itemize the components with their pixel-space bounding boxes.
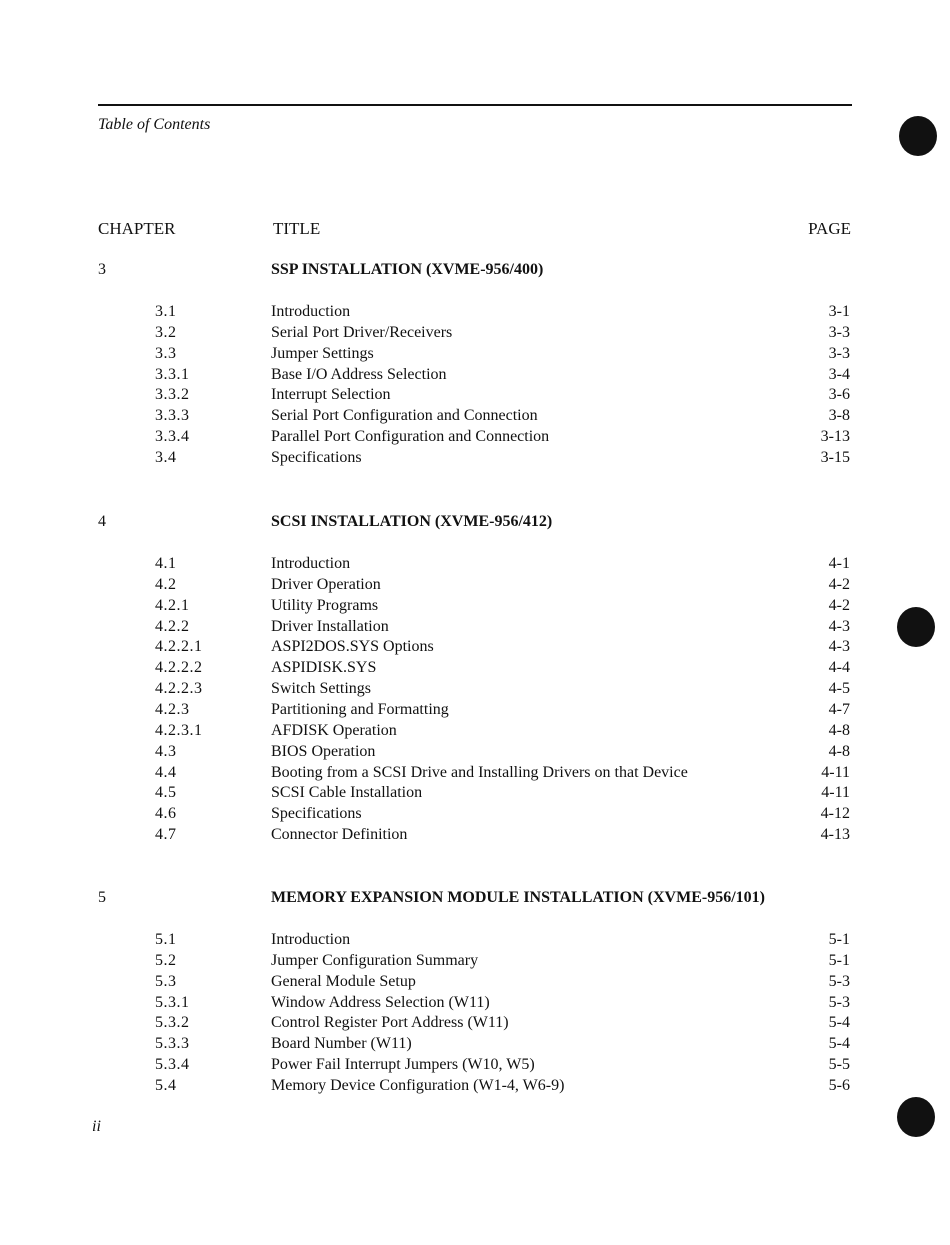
section-page: 4-8 <box>828 721 850 739</box>
column-header-title: TITLE <box>273 219 321 238</box>
section-title: BIOS Operation <box>271 742 376 760</box>
section-number: 5.2 <box>155 951 177 969</box>
section-page: 3-1 <box>828 303 850 320</box>
section-number: 4.1 <box>155 555 177 572</box>
toc-entry-row <box>0 323 950 344</box>
chapter-title: MEMORY EXPANSION MODULE INSTALLATION (XVME-956/101) <box>271 889 765 906</box>
section-title: Window Address Selection (W11) <box>271 993 490 1011</box>
toc-entry-row <box>0 679 950 700</box>
section-page: 3-8 <box>828 407 850 425</box>
page-number: ii <box>92 1118 101 1135</box>
section-page: 4-11 <box>821 763 850 781</box>
section-title: Utility Programs <box>271 596 379 614</box>
section-number: 4.5 <box>155 784 177 802</box>
toc-entry-row <box>0 1013 950 1034</box>
section-title: Switch Settings <box>271 680 372 698</box>
column-header-page: PAGE <box>808 219 851 238</box>
toc-entry-row <box>0 825 950 846</box>
toc-entry-row <box>0 448 950 469</box>
section-page: 5-3 <box>828 993 850 1011</box>
section-title: Jumper Configuration Summary <box>271 951 479 969</box>
section-page: 4-12 <box>820 805 850 823</box>
section-number: 4.2.2.2 <box>155 659 203 677</box>
section-title: Specifications <box>271 805 362 823</box>
section-title: Memory Device Configuration (W1-4, W6-9) <box>271 1076 565 1094</box>
toc-entry-row <box>0 721 950 742</box>
section-page: 4-1 <box>828 555 850 572</box>
section-number: 3.1 <box>155 303 177 320</box>
section-title: Partitioning and Formatting <box>271 700 449 718</box>
section-page: 4-13 <box>820 826 850 844</box>
section-number: 4.2 <box>155 575 177 593</box>
section-title: AFDISK Operation <box>271 721 397 739</box>
chapter-heading-row <box>0 888 950 910</box>
toc-entry-row <box>0 972 950 993</box>
section-number: 4.4 <box>155 763 177 781</box>
section-number: 5.3.4 <box>155 1056 190 1074</box>
toc-entry-row <box>0 575 950 596</box>
section-number: 3.2 <box>155 323 177 341</box>
chapter-heading-row <box>0 512 950 534</box>
section-page: 5-4 <box>828 1014 850 1032</box>
toc-entry-row <box>0 658 950 679</box>
section-number: 4.2.2.1 <box>155 638 203 656</box>
section-title: Introduction <box>271 931 351 948</box>
section-number: 3.3.2 <box>155 386 190 404</box>
section-number: 5.3.3 <box>155 1035 190 1053</box>
chapter-title: SSP INSTALLATION (XVME-956/400) <box>271 261 544 278</box>
section-title: Connector Definition <box>271 826 408 844</box>
toc-entry-row <box>0 783 950 804</box>
section-page: 4-2 <box>828 575 850 593</box>
toc-entry-row <box>0 993 950 1014</box>
section-title: ASPIDISK.SYS <box>271 659 377 677</box>
section-page: 4-8 <box>828 742 850 760</box>
section-title: Jumper Settings <box>271 344 374 362</box>
section-page: 5-6 <box>828 1076 850 1094</box>
running-head: Table of Contents <box>98 116 211 133</box>
section-title: Base I/O Address Selection <box>271 365 447 383</box>
toc-entry-row <box>0 1076 950 1097</box>
toc-entry-row <box>0 596 950 617</box>
chapter-number: 3 <box>98 261 106 278</box>
section-number: 5.4 <box>155 1076 177 1094</box>
toc-entry-row <box>0 930 950 951</box>
toc-entry-row <box>0 427 950 448</box>
section-page: 3-13 <box>820 428 850 446</box>
chapter-heading-row <box>0 260 950 282</box>
section-title: Introduction <box>271 555 351 572</box>
section-title: Power Fail Interrupt Jumpers (W10, W5) <box>271 1056 535 1074</box>
toc-entry-row <box>0 406 950 427</box>
section-title: Specifications <box>271 448 362 466</box>
section-number: 3.3 <box>155 344 177 362</box>
section-page: 4-11 <box>821 784 850 802</box>
section-page: 5-3 <box>828 972 850 990</box>
section-page: 4-2 <box>828 596 850 614</box>
section-title: Control Register Port Address (W11) <box>271 1014 509 1032</box>
section-number: 3.3.3 <box>155 407 190 425</box>
chapter-title: SCSI INSTALLATION (XVME-956/412) <box>271 513 553 530</box>
section-title: Booting from a SCSI Drive and Installing Drivers on that Device <box>271 763 688 781</box>
section-title: Interrupt Selection <box>271 386 391 404</box>
section-number: 4.2.2 <box>155 617 190 635</box>
toc-entry-row <box>0 763 950 784</box>
section-number: 4.2.1 <box>155 596 190 614</box>
section-number: 5.3.1 <box>155 993 190 1011</box>
toc-entry-row <box>0 1055 950 1076</box>
toc-entry-row <box>0 951 950 972</box>
section-page: 3-4 <box>828 365 850 383</box>
section-number: 3.3.1 <box>155 365 190 383</box>
section-page: 4-7 <box>828 700 850 718</box>
toc-entry-row <box>0 344 950 365</box>
section-title: ASPI2DOS.SYS Options <box>271 638 434 656</box>
section-title: General Module Setup <box>271 972 416 990</box>
section-title: Board Number (W11) <box>271 1035 412 1053</box>
section-number: 5.3 <box>155 972 177 990</box>
toc-entry-row <box>0 302 950 323</box>
toc-entry-row <box>0 365 950 386</box>
section-page: 4-3 <box>828 617 850 635</box>
section-title: Parallel Port Configuration and Connection <box>271 428 550 446</box>
section-number: 3.3.4 <box>155 428 190 446</box>
section-page: 4-5 <box>828 680 850 698</box>
section-page: 3-3 <box>828 344 850 362</box>
section-title: Driver Installation <box>271 617 389 635</box>
toc-entry-row <box>0 554 950 575</box>
section-page: 5-1 <box>828 931 850 948</box>
section-page: 3-3 <box>828 323 850 341</box>
toc-entry-row <box>0 1034 950 1055</box>
section-title: Serial Port Driver/Receivers <box>271 323 453 341</box>
chapter-number: 5 <box>98 889 106 906</box>
section-number: 4.3 <box>155 742 177 760</box>
section-number: 4.2.2.3 <box>155 680 203 698</box>
section-number: 5.1 <box>155 931 177 948</box>
section-title: Driver Operation <box>271 575 381 593</box>
section-number: 4.7 <box>155 826 177 844</box>
section-page: 5-5 <box>828 1056 850 1074</box>
section-number: 3.4 <box>155 448 177 466</box>
toc-entry-row <box>0 742 950 763</box>
section-page: 4-3 <box>828 638 850 656</box>
toc-entry-row <box>0 617 950 638</box>
toc-entry-row <box>0 804 950 825</box>
section-number: 4.2.3 <box>155 700 190 718</box>
toc-entry-row <box>0 637 950 658</box>
column-header-chapter: CHAPTER <box>98 219 176 238</box>
section-title: SCSI Cable Installation <box>271 784 423 802</box>
section-page: 3-15 <box>820 448 850 466</box>
chapter-number: 4 <box>98 513 106 530</box>
section-page: 4-4 <box>828 659 850 677</box>
section-page: 5-4 <box>828 1035 850 1053</box>
section-number: 4.2.3.1 <box>155 721 203 739</box>
toc-entry-row <box>0 700 950 721</box>
section-title: Introduction <box>271 303 351 320</box>
section-number: 4.6 <box>155 805 177 823</box>
section-page: 3-6 <box>828 386 850 404</box>
section-title: Serial Port Configuration and Connection <box>271 407 538 425</box>
section-number: 5.3.2 <box>155 1014 190 1032</box>
toc-entry-row <box>0 385 950 406</box>
section-page: 5-1 <box>828 951 850 969</box>
